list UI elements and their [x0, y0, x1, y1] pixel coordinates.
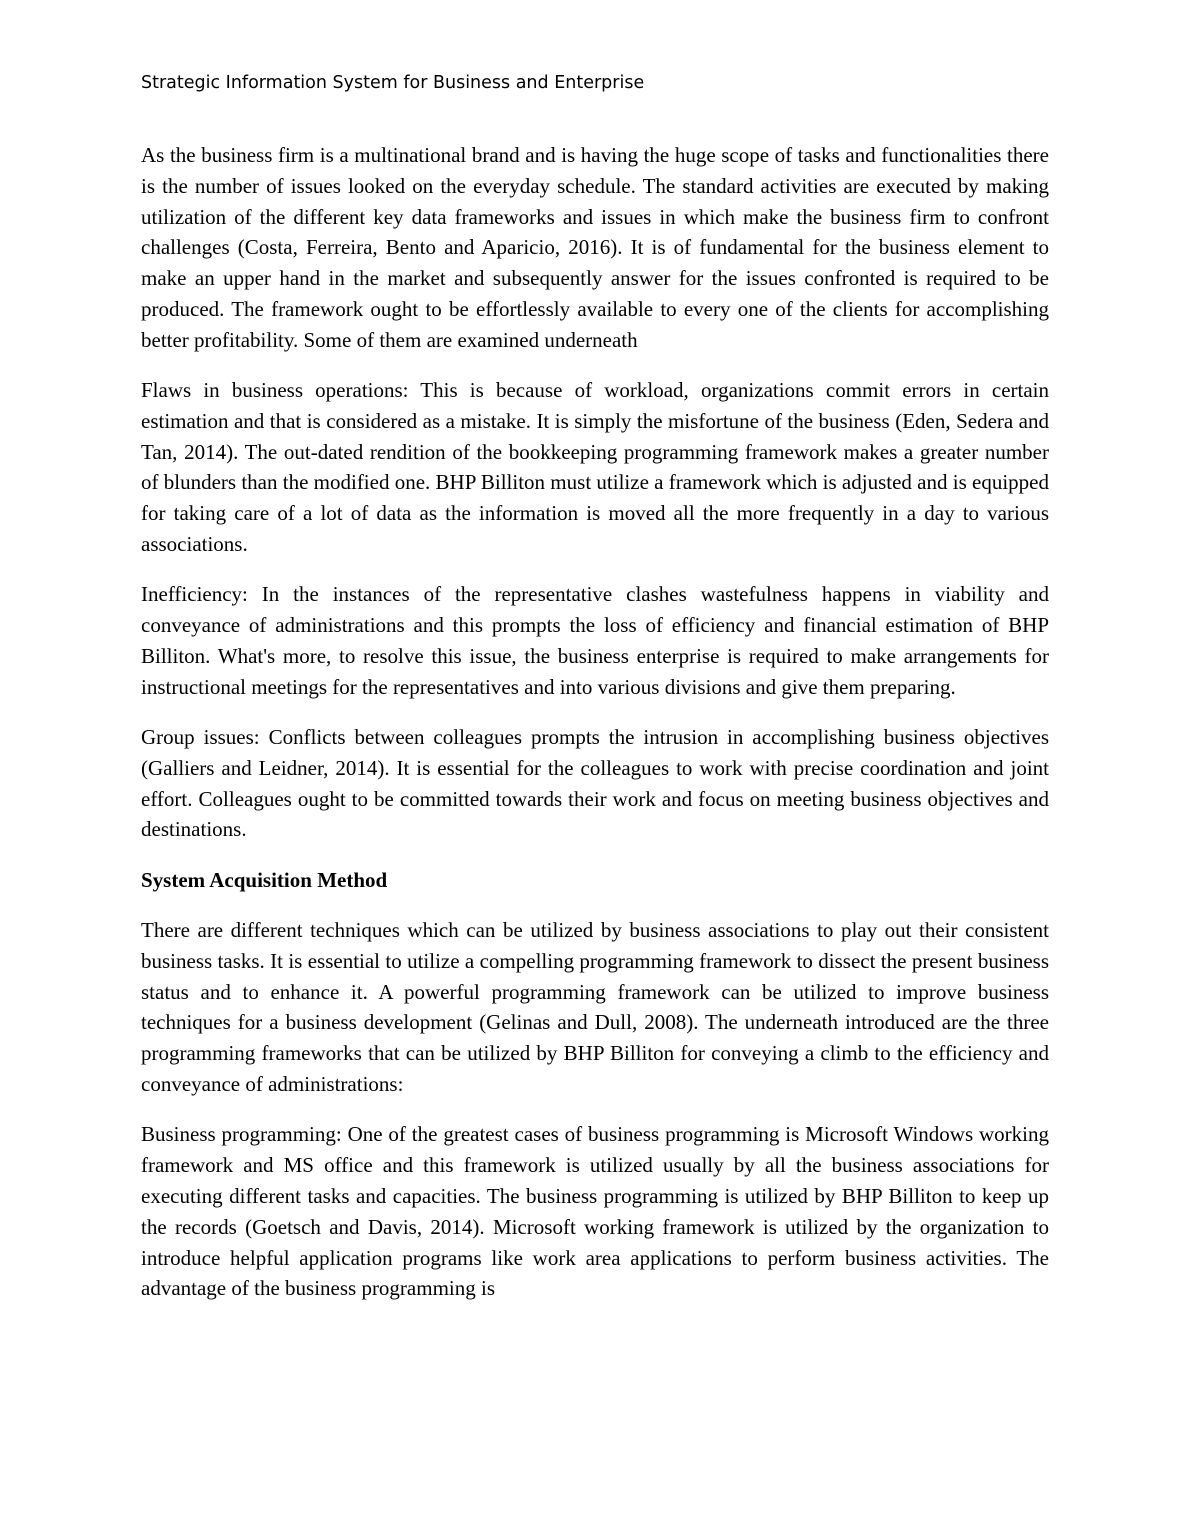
- paragraph-business-programming: Business programming: One of the greatest cases of business programming is Microsoft Windows working framework and MS office and this framework is utilized usually by all the business associations for executing different tasks and capacities. The business programming is utilized by BHP Billiton to keep up the records (Goetsch and Davis, 2014). Microsoft working framework is utilized by the organization to introduce helpful application programs like work area applications to perform business activities. The advantage of the business programming is: [141, 1122, 1049, 1301]
- paragraph-flaws: Flaws in business operations: This is because of workload, organizations commit errors in certain estimation and that is considered as a mistake. It is simply the misfortune of the business (Eden, Sedera and Tan, 2014). The out-dated rendition of the bookkeeping programming framework makes a greater number of blunders than the modified one. BHP Billiton must utilize a framework which is adjusted and is equipped for taking care of a lot of data as the information is moved all the more frequently in a day to various associations.: [141, 378, 1049, 557]
- paragraph-group-issues: Group issues: Conflicts between colleagues prompts the intrusion in accomplishing business objectives (Galliers and Leidner, 2014). It is essential for the colleagues to work with precise coordination and joint effort. Colleagues ought to be committed towards their work and focus on meeting business objectives and destinations.: [141, 725, 1049, 842]
- running-header: Strategic Information System for Business and Enterprise: [141, 73, 645, 93]
- paragraph-intro: As the business firm is a multinational brand and is having the huge scope of tasks and functionalities there is the number of issues looked on the everyday schedule. The standard activities are executed by making utilization of the different key data frameworks and issues in which make the business firm to confront challenges (Costa, Ferreira, Bento and Aparicio, 2016). It is of fundamental for the business element to make an upper hand in the market and subsequently answer for the issues confronted is required to be produced. The framework ought to be effortlessly available to every one of the clients for accomplishing better profitability. Some of them are examined underneath: [141, 143, 1049, 352]
- paragraph-techniques: There are different techniques which can be utilized by business associations to play out their consistent business tasks. It is essential to utilize a compelling programming framework to dissect the present business status and to enhance it. A powerful programming framework can be utilized to improve business techniques for a business development (Gelinas and Dull, 2008). The underneath introduced are the three programming frameworks that can be utilized by BHP Billiton for conveying a climb to the efficiency and conveyance of administrations:: [141, 918, 1049, 1097]
- section-heading: System Acquisition Method: [141, 867, 388, 892]
- paragraph-inefficiency: Inefficiency: In the instances of the representative clashes wastefulness happens in viability and conveyance of administrations and this prompts the loss of efficiency and financial estimation of BHP Billiton. What's more, to resolve this issue, the business enterprise is required to make arrangements for instructional meetings for the representatives and into various divisions and give them preparing.: [141, 582, 1049, 699]
- document-body: [141, 140, 1049, 1324]
